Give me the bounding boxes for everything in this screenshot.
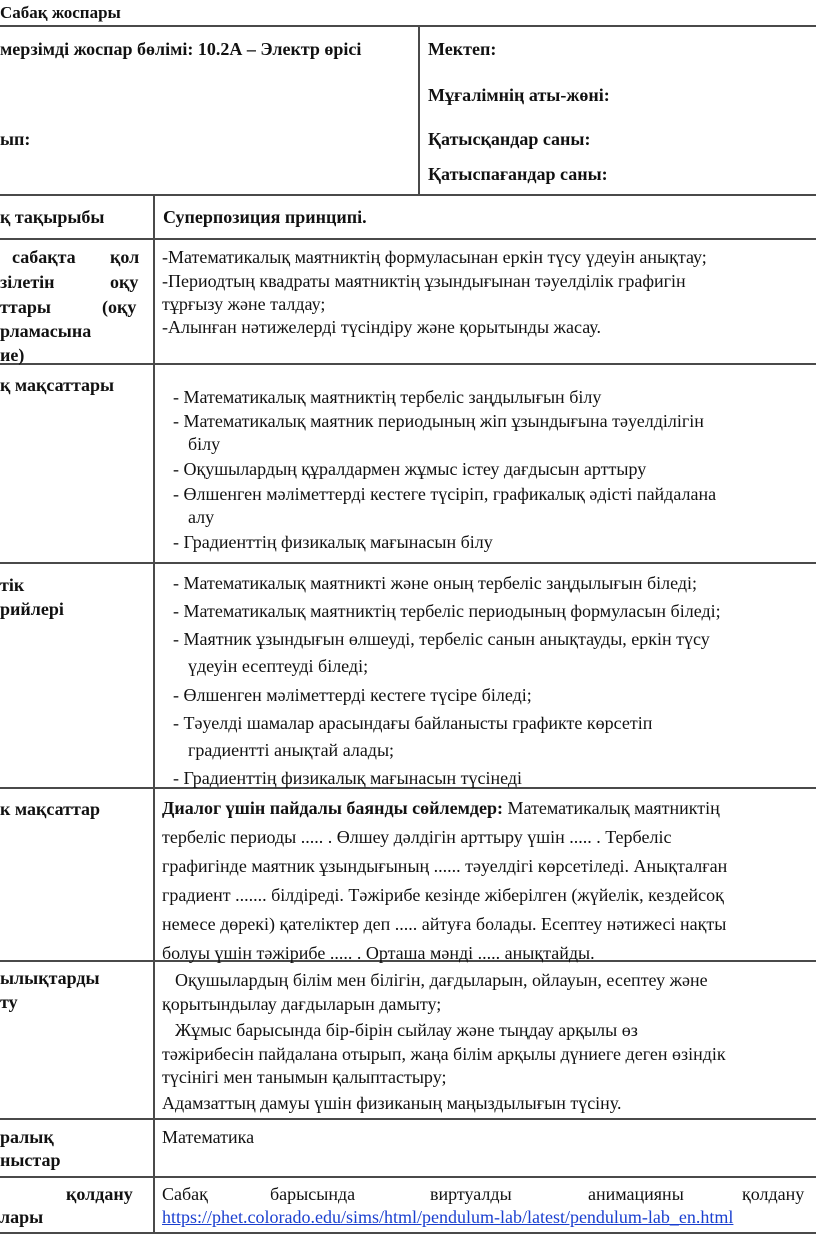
list-item: алу xyxy=(188,507,215,527)
row-divider xyxy=(0,562,816,564)
list-item: - Математикалық маятниктің тербеліс периодының формуласын біледі; xyxy=(173,601,721,621)
list-item: -Алынған нәтижелерді түсіндіру және қорытынды жасау. xyxy=(162,317,601,337)
label-column-divider xyxy=(153,194,155,1234)
absent-count-label: Қатыспағандар саны: xyxy=(428,164,608,184)
topic-value: Суперпозиция принципі. xyxy=(163,207,367,227)
row-divider xyxy=(0,194,816,196)
list-item: градиентті анықтай алады; xyxy=(188,740,395,760)
language-goals-label: к мақсаттар xyxy=(0,799,101,819)
phet-pendulum-link[interactable]: https://phet.colorado.edu/sims/html/pendulum-lab/latest/pendulum-lab_en.html xyxy=(162,1207,734,1227)
table-border-top xyxy=(0,25,816,27)
list-item: тұрғызу және талдау; xyxy=(162,294,326,314)
lesson-plan-page: Сабақ жоспары мерзімді жоспар бөлімі: 10.2А – Электр өрісі ып: Мектеп: Мұғалімнің аты-жөні: Қатысқандар саны: Қатыспағандар саны: қ тақырыбы Суперпозиция принципі. сабақта қол зілетін оқу ттары (оқу рламасына ие) -Математикалық маятниктің формуласынан еркін түсу үдеуін анықтау; -Периодтың квадраты маятниктің ұзындығынан тәуелділік графигін тұрғызу және талдау; -Алынған нәтижелерді түсіндіру және қорытынды жасау. қ мақсаттары - Математикалық маятниктің тербеліс заңдылығын білу - Математикалық маятник периодының жіп ұзындығына тәуелділігін білу - Оқушылардың құралдармен жұмыс істеу дағдысын арттыру - Өлшенген мәліметтерді кестеге түсіріп, графикалық әдісті пайдалана алу - Градиенттің физикалық мағынасын білу тік рийлері - Математикалық маятникті және оның тербеліс заңдылығын біледі; - Математикалық маятниктің тербеліс периодының формуласын біледі; - Маятник ұзындығын өлшеуді, тербеліс санын анықтауды, еркін түсу үдеуін есептеуді біледі; - Өлшенген мәліметтерді кестеге түсіре біледі; - Тәуелді шамалар арасындағы байланысты графикте көрсетіп градиентті анықтай алады; - Градиенттің физикалық мағынасын түсінеді к мақсаттар Диалог үшін пайдалы баянды сөйлемдер: Математикалық маятниктің тербеліс периоды ..... . Өлшеу дәлдігін арттыру үшін ..... . Тербеліс графигінде маятник ұзындығының ...... тәуелдігі көрсетіледі. Анықталған градиент ....... білдіреді. Тәжірибе кезінде жіберілген (жүйелік, кездейсоқ немесе дөрекі) қателіктер деп ..... айтуға болады. Есептеу нәтижесі нақты болуы үшін тәжірибе ..... . Орташа мәнді ..... анықтайды. ылықтарды ту Оқушылардың білім мен білігін, дағдыларын, ойлауын, есептеу және қорытындылау дағдыларын дамыту; Жұмыс барысында бір-бірін сыйлау және тыңдау арқылы өз тәжірибесін пайдалана отырып, жаңа білім арқылы дүниеге деген өзіндік түсінігі мен танымын қалыптастыру; Адамзаттың дамуы үшін физиканың маңыздылығын түсіну. ралық ныстар Математика қолдану лары Сабақ барысында виртуалды анимацияны қолдану https://phet.colorado.edu/sims/html/pendulum-lab/latest/pendulum-lab_en.html xyxy=(0,0,816,1236)
teacher-label: Мұғалімнің аты-жөні: xyxy=(428,85,610,105)
row-divider xyxy=(0,238,816,240)
goals-label: қ мақсаттары xyxy=(0,375,115,395)
page-title: Сабақ жоспары xyxy=(0,3,121,22)
list-item: - Математикалық маятник периодының жіп ұзындығына тәуелділігін xyxy=(173,411,704,431)
list-item: - Тәуелді шамалар арасындағы байланысты графикте көрсетіп xyxy=(173,713,653,733)
table-border-bottom xyxy=(0,1232,816,1234)
row-divider xyxy=(0,1118,816,1120)
topic-label: қ тақырыбы xyxy=(0,207,105,227)
list-item: - Математикалық маятниктің тербеліс заңдылығын білу xyxy=(173,387,602,407)
list-item: -Периодтың квадраты маятниктің ұзындығынан тәуелділік графигін xyxy=(162,271,686,291)
row-divider xyxy=(0,363,816,365)
header-column-divider xyxy=(418,25,420,195)
list-item: білу xyxy=(188,434,221,454)
header-left-label: ып: xyxy=(0,129,31,149)
list-item: - Математикалық маятникті және оның тербеліс заңдылығын біледі; xyxy=(173,573,698,593)
long-term-plan-section: мерзімді жоспар бөлімі: 10.2А – Электр өрісі xyxy=(0,39,362,59)
present-count-label: Қатысқандар саны: xyxy=(428,129,591,149)
list-item: - Өлшенген мәліметтерді кестеге түсіре біледі; xyxy=(173,685,532,705)
cross-curricular-value: Математика xyxy=(162,1127,255,1147)
school-label: Мектеп: xyxy=(428,39,497,59)
list-item: -Математикалық маятниктің формуласынан еркін түсу үдеуін анықтау; xyxy=(162,247,707,267)
dialogue-phrases-lead: Диалог үшін пайдалы баянды сөйлемдер: xyxy=(162,798,503,818)
list-item: - Оқушылардың құралдармен жұмыс істеу дағдысын арттыру xyxy=(173,459,647,479)
row-divider xyxy=(0,1176,816,1178)
list-item: үдеуін есептеуді біледі; xyxy=(188,656,369,676)
list-item: - Өлшенген мәліметтерді кестеге түсіріп, графикалық әдісті пайдалана xyxy=(173,484,717,504)
list-item: - Градиенттің физикалық мағынасын түсінеді xyxy=(173,768,522,788)
list-item: - Градиенттің физикалық мағынасын білу xyxy=(173,532,493,552)
list-item: - Маятник ұзындығын өлшеуді, тербеліс санын анықтауды, еркін түсу xyxy=(173,629,710,649)
